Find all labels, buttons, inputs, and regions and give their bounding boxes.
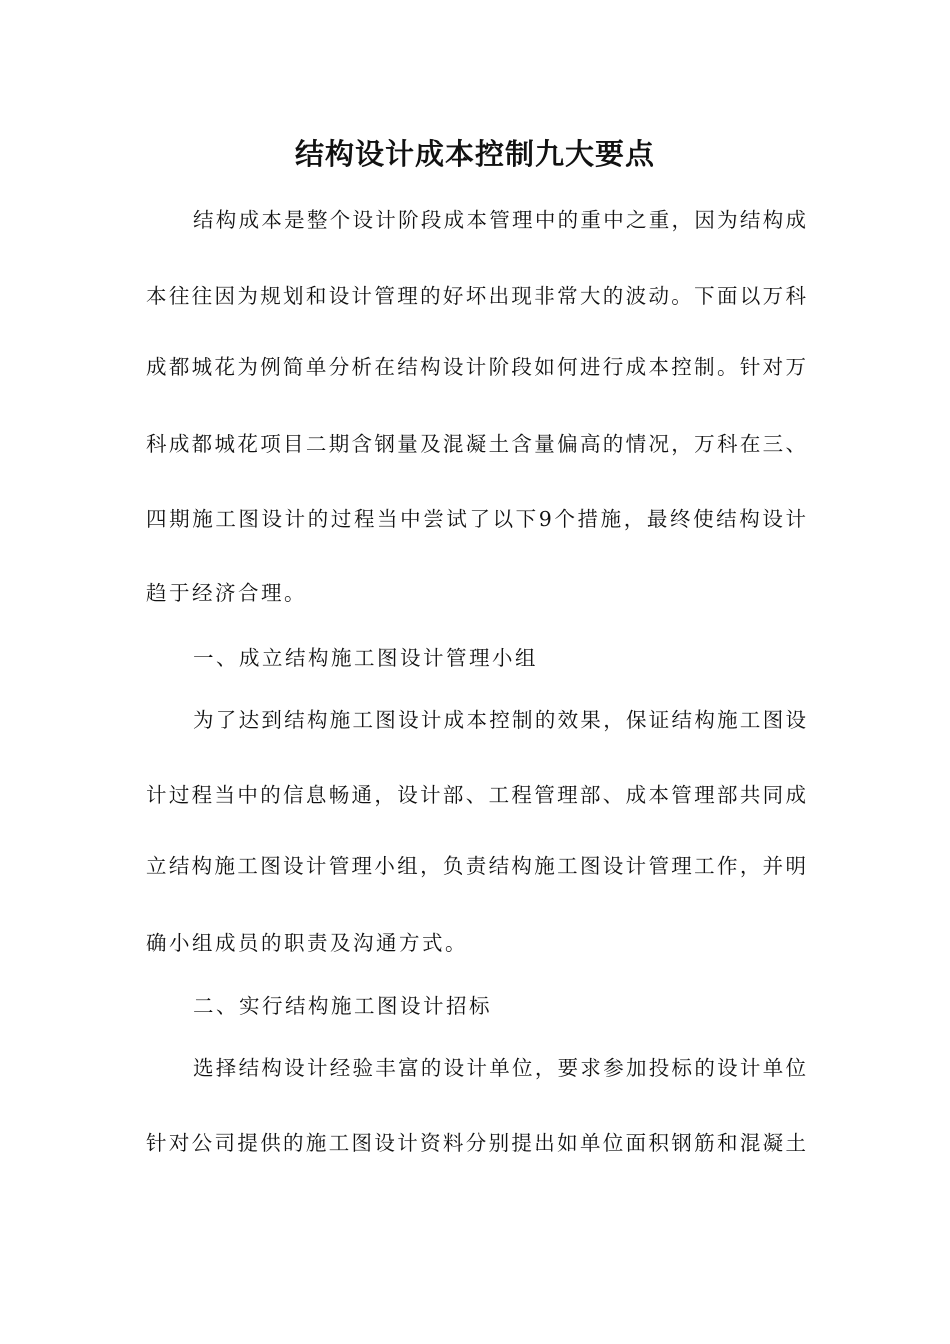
section-2-line-2: 针对公司提供的施工图设计资料分别提出如单位面积钢筋和混凝土 [146, 1131, 806, 1155]
intro-line-4: 科成都城花项目二期含钢量及混凝土含量偏高的情况，万科在三、 [146, 432, 806, 456]
section-1-line-4: 确小组成员的职责及沟通方式。 [146, 931, 468, 955]
document-title: 结构设计成本控制九大要点 [294, 137, 655, 171]
intro-line-5: 四期施工图设计的过程当中尝试了以下9个措施，最终使结构设计 [146, 507, 806, 531]
intro-line-1: 结构成本是整个设计阶段成本管理中的重中之重，因为结构成 [193, 208, 806, 232]
section-1-line-2: 计过程当中的信息畅通，设计部、工程管理部、成本管理部共同成 [146, 783, 806, 807]
section-1-heading: 一、成立结构施工图设计管理小组 [193, 646, 538, 670]
section-1-line-1: 为了达到结构施工图设计成本控制的效果，保证结构施工图设 [193, 708, 806, 732]
intro-line-2: 本往往因为规划和设计管理的好坏出现非常大的波动。下面以万科 [146, 284, 806, 308]
section-2-heading: 二、实行结构施工图设计招标 [193, 994, 492, 1018]
intro-line-3: 成都城花为例简单分析在结构设计阶段如何进行成本控制。针对万 [146, 355, 806, 379]
section-1-line-3: 立结构施工图设计管理小组，负责结构施工图设计管理工作，并明 [146, 854, 806, 878]
intro-line-6: 趋于经济合理。 [146, 581, 307, 605]
section-2-line-1: 选择结构设计经验丰富的设计单位，要求参加投标的设计单位 [193, 1056, 806, 1080]
